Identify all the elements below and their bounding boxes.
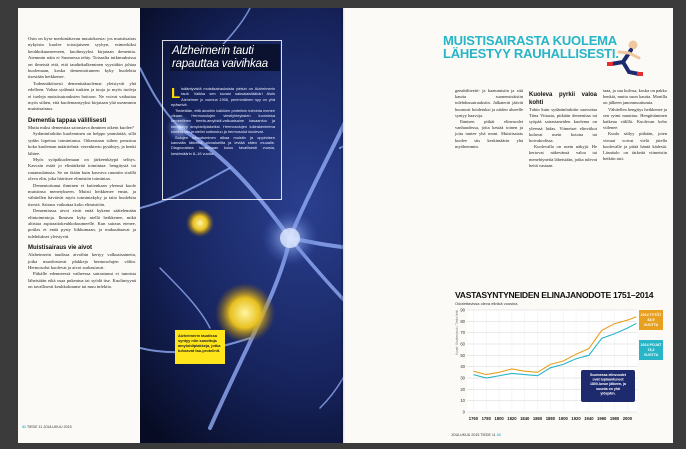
x-tick-label: 1900 bbox=[558, 416, 568, 421]
drop-cap: L bbox=[171, 85, 181, 102]
x-tick-label: 1760 bbox=[468, 416, 479, 421]
x-tick-label: 1940 bbox=[584, 416, 594, 421]
paragraph: taaa, ja sau kulvua, koska on pakko henkiä, mutta suun kautta. Monilla on jälkeen janonmuuttumia. bbox=[603, 88, 667, 106]
right-text-column-3 bbox=[603, 88, 667, 162]
paragraph: Todennäköisesti dementiakuolemat yleistyvät yhä edelleen. Valtaa sydämiä tuskien ja tuoja jo myös tuoleja ei tuoleja muistisairauksien hoitoon. Ne voivat vaikuttaa myös siihen, että kuolemansyyksi kirjataan yhä useammin muistisairaus. bbox=[28, 80, 136, 112]
annotation-callout-line: suunta on yhä bbox=[596, 386, 620, 391]
annotation-label: 2014 POJAT bbox=[640, 343, 662, 347]
paragraph: Dementiassa aivot eivät enää kykene säätelemään elintoimintoja. Ihmisen kyky niellä heikkenee, mikä altistaa aspiraatiokeuhkokuumeelle. Kun sairaus etenee, potilas ei enää pysty liikkumaan, ja makuuhaavat ja tulehdukset yleistyvät. bbox=[28, 208, 136, 239]
chart-title: VASTASYNTYNEIDEN ELINAJANODOTE 1751–2014 bbox=[455, 290, 654, 300]
life-expectancy-chart bbox=[451, 290, 669, 430]
y-tick-label: 40 bbox=[460, 364, 465, 370]
y-tick-label: 60 bbox=[460, 341, 465, 347]
x-tick-label: 1880 bbox=[545, 416, 556, 421]
sidebar-body bbox=[171, 86, 275, 156]
x-tick-label: 1960 bbox=[597, 416, 607, 421]
paragraph: Sydäninfarktiin kuoleminen on helppo ymmärtää, sillä sydän lopettaa toimintansa. Oikeastaan siihen perustuu koko kuoleman määritelmä: verenkierto pysähtyy, ja henki lähtee. bbox=[28, 131, 137, 156]
annotation-label: 83,9 bbox=[647, 318, 655, 322]
paragraph: Kuulo säilyy pitkään, joten vieraat voivat vielä jutella kuolevalle ja pitää häntä kädestä. Läsnäolo on tärkeää viimeisiin hetkiin asti. bbox=[603, 131, 667, 162]
left-text-column bbox=[28, 36, 136, 291]
paragraph: Myös syöpäkuolemaan on järkeenkäypä selitys. Kasvain estää jo elintärkeää toimintaa: hengitystä tai ruuansulatusta. Se on ikään kuin kasvava ruumiin sisällä oleva elin, joka häiritsee elimistön toimintaa. bbox=[28, 156, 136, 182]
right-text-column-1 bbox=[455, 88, 523, 150]
sidebar-text: isääntyvistä muistisairauksista yleisin on Alzheimerin tauti. Vaikka sen kuvasi saksalaislääkäri Alois Alzheimer jo vuonna 1906, perimmäinen syy on yhä epäselvä. bbox=[171, 86, 275, 108]
annotation-callout-line: Suomessa elinvuodet bbox=[590, 373, 626, 377]
paragraph: Osin on kyse merkintätavan muutoksesta: jos muistisairas nykyisin kuolee toissijaiseen syyhyn, esimerkiksi keuhkokuumeeseen, kuolinsyyksi kirjataan dementia. Aiemmin näin ei Suomessa tehty. Toisaalta tutkimuksissa on ilmeistä että, että taudinkulkeminen syystäkin johtaa kuolemaan, koska dementoituneen kyky huolehtia itsestään heikkenee. bbox=[28, 36, 136, 80]
alzheimer-sidebar bbox=[162, 40, 282, 200]
y-tick-label: 20 bbox=[460, 386, 465, 392]
sidebar-title: Alzheimerin tauti rapauttaa vaivihkaa bbox=[170, 44, 280, 71]
headline-line: MUISTISAIRASTA KUOLEMA bbox=[443, 33, 617, 48]
x-tick-label: 1980 bbox=[609, 416, 620, 421]
paragraph: Kuolevalla on usein näkyjä. He kertovat näkevänsä valoa tai menehtyneitä läheisiään, jotka tulevat heitä vastaan. bbox=[529, 144, 597, 168]
paragraph: Vähitellen hengitys heikkenee ja sen rytmi muuttuu. Hengittäminen katkeaa välillä. Kuolevan keho viilenee. bbox=[603, 106, 667, 131]
y-tick-label: 50 bbox=[460, 352, 465, 358]
footer-right bbox=[451, 433, 501, 437]
annotation-label: VUOTTA bbox=[643, 353, 659, 357]
headline-line: LÄHESTYY RAUHALLISESTI. bbox=[443, 46, 619, 61]
photo-caption: Alzheimerin taudissa syntyy niin sanottuja amyloidiplakkeja, jotka tuhoavat tau-proteiinit. bbox=[175, 330, 225, 364]
sidebar-paragraph: Solujen tuhoutuminen alkaa muistin ja oppimisen kannalta tärkeiltä aivoalueilta ja leviää sitten muualle. Diagnoosista kuolemaan kuluu tavallisesti vuosia, keskimäärin 8–16 vuotta. bbox=[171, 134, 275, 156]
annotation-callout-line: 1800-luvun jälkeen, ja bbox=[590, 382, 626, 387]
paragraph: Dementoitunut ihminen ei kuitenkaan yleensä kuole muistinsa menetykseen. Muisti heikkenee ensin, ja vähitellen häviävät myös toimintakyky ja taito huolehtia itsestä. Sairaus vaikuttaa koko elimistöön. bbox=[28, 182, 136, 207]
paragraph: Ihmisen pitkät elinvuodet vanhuudessa, joita kestää toinen ja joita tuntee yhä moni. Muistisairas kuolee siis keskimäärin yhä myöhemmin. bbox=[455, 119, 523, 149]
paragraph: Mutta miksi dementiaa sairastava ihminen oikein kuolee? bbox=[28, 124, 134, 130]
chart-canvas bbox=[451, 306, 669, 430]
photo-credit: Kuvat: Shutterstock / Tiede-lehti bbox=[455, 309, 459, 355]
x-tick-label: 1860 bbox=[532, 416, 543, 421]
gutter-shadow bbox=[341, 8, 345, 443]
page-number: 31 bbox=[22, 425, 26, 429]
annotation-callout-line: ovat tuplaantuneet bbox=[592, 377, 624, 382]
subheading: Kuoleva pyrkii valoa kohti bbox=[529, 92, 597, 106]
chart-subtitle: Odotettavissa oleva elinikä vuosina bbox=[455, 301, 518, 306]
right-text-column-2 bbox=[529, 88, 597, 169]
sidebar-paragraph: Tiedetään, että aivoihin kaikkien proteiinin toiminta menee vikaan. Hermosolujen viestiyhteyksien luonnissa tarpeellinen beeta-amyloidi-valkuaisaine kasaantuu ja kerääntyy amyloidiplakeiksi. Hermosolujen tukirakenteena toimiva tau-proteiini sotkeutuu ja hermosolut kuolevat. bbox=[171, 107, 275, 135]
footer-left bbox=[22, 425, 72, 429]
x-tick-label: 1840 bbox=[520, 416, 530, 421]
paragraph: Tuhin kuin sydäninfarktiin saavuttaa Tiina Viitasta, pitkään dementiaa tai syöpää sairastaneiden kuolema on yleensä hidas. Viimeiset elinviikot kuluvat usein kotona tai hoivakodissa. bbox=[529, 107, 597, 144]
y-tick-label: 70 bbox=[460, 330, 465, 336]
x-tick-label: 1780 bbox=[481, 416, 491, 421]
annotation-callout-line: ylöspäin. bbox=[600, 391, 616, 396]
x-tick-label: 2000 bbox=[622, 416, 633, 421]
sidebar-paragraph bbox=[171, 86, 275, 108]
y-tick-label: 80 bbox=[460, 318, 465, 324]
y-tick-label: 90 bbox=[460, 307, 465, 313]
right-page bbox=[343, 8, 673, 443]
x-tick-label: 1820 bbox=[507, 416, 517, 421]
paragraph: genabiliteetti- ja kaatumisiin ja sitä kautta suonensisäisiin tulehdussairauksiin. Jalkaterät jäävät huonosti hoidetuksi ja niiden alueelle syntyy haavoja. bbox=[455, 88, 523, 118]
page-number: 33 bbox=[496, 433, 501, 437]
footer-text: TIEDE 11 JOULUKUU 2015 bbox=[26, 425, 72, 429]
subheading: Dementia tappaa välillisesti bbox=[28, 117, 107, 124]
y-tick-label: 0 bbox=[462, 409, 465, 415]
x-tick-label: 1920 bbox=[571, 416, 581, 421]
paragraph: Pitkälle edenneessä vaiheessa sairastunut ei tunnista läheisiään eikä osaa pukeutua tai syödä itse. Kuolinsyynä on tavallisesti keuhkokuume tai muu infektio. bbox=[28, 271, 136, 290]
running-man-icon bbox=[593, 38, 653, 78]
annotation-label: VUOTTA bbox=[643, 323, 659, 327]
paragraph: Alzheimerin taudissa aivoihin kertyy valkuaisaineita, jotka muodostavat plakkeja hermosolujen väliin. Hermosolut kuolevat ja aivot surkastuvat. bbox=[28, 252, 136, 270]
x-tick-label: 1800 bbox=[494, 416, 504, 421]
footer-text: JOULUKUU 2015 TIEDE 11 bbox=[451, 433, 496, 437]
annotation-label: 2014 TYTÖT bbox=[640, 313, 662, 317]
y-tick-label: 10 bbox=[460, 398, 465, 404]
subheading: Muistisairaus vie aivot bbox=[28, 245, 93, 252]
annotation-label: 78,2 bbox=[647, 348, 655, 352]
y-tick-label: 30 bbox=[460, 375, 465, 381]
